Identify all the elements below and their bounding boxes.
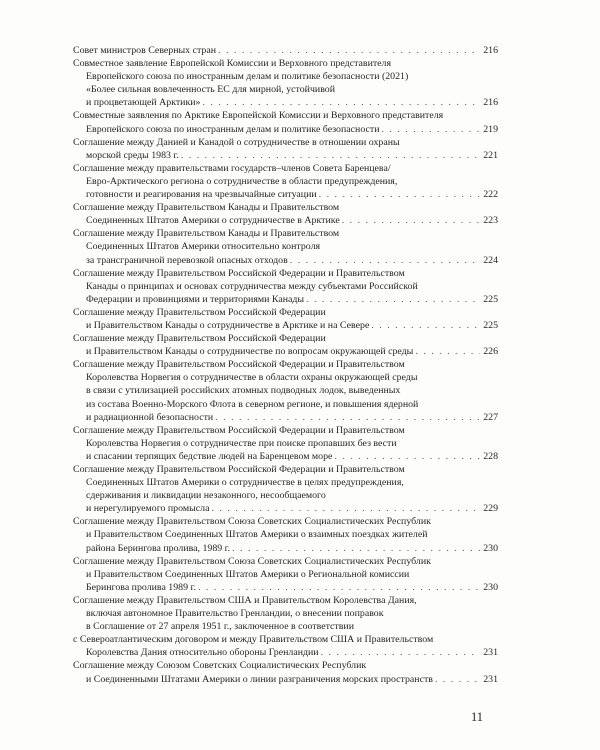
page-number: 11	[471, 710, 484, 724]
toc-entry-title-line: Берингова пролива 1989 г.	[86, 581, 196, 593]
toc-entry-title-line: с Североатлантическим договором и между Правительством США и Правительством	[73, 634, 434, 646]
toc-entry-page: 216	[483, 45, 498, 56]
toc-entry-title-line: «Более сильная вовлеченность ЕС для мирной, устойчивой	[86, 84, 336, 96]
toc-entry-last-line	[73, 646, 498, 659]
toc-entry-title-line: Европейского союза по иностранным делам и политике безопасности	[86, 123, 380, 135]
toc-entry[interactable]	[73, 332, 498, 358]
toc-entry-title-line: морской среды 1983 г.	[86, 149, 179, 161]
toc-entry-title-line: Совместное заявление Европейской Комиссии и Верховного представителя	[73, 58, 392, 70]
toc-entry-title-line: сдерживания и ликвидации незаконного, несообщаемого	[86, 490, 326, 502]
toc-entry[interactable]	[73, 358, 498, 423]
toc-entry-title-line: Соединенных Штатов Америки о сотрудничестве в целях предупреждения,	[86, 477, 404, 489]
toc-entry[interactable]	[73, 463, 498, 515]
toc-dot-leader	[216, 44, 480, 57]
toc-entry-page: 226	[483, 346, 498, 358]
toc-entry-last-line	[73, 214, 498, 227]
toc-entry-title-line: и Правительством Канады о сотрудничестве в Арктике и на Севере	[86, 319, 370, 331]
toc-entry-title-line: в связи с утилизацией российских атомных подводных лодок, выведенных	[86, 385, 401, 397]
toc-entry-page: 227	[483, 411, 498, 423]
toc-entry-title-line: Соглашение между Правительством Российской Федерации	[73, 333, 326, 345]
toc-entry-title-line: Соглашение между Правительством Российской Федерации	[73, 306, 326, 318]
toc-entry-last-line	[73, 188, 498, 201]
toc-entry-page: 216	[483, 97, 498, 109]
table-of-contents	[73, 44, 498, 686]
toc-entry-title-line: и нерегулируемого промысла	[86, 503, 210, 515]
toc-entry[interactable]	[73, 515, 498, 554]
toc-dot-leader	[288, 254, 480, 267]
toc-entry-title-line: Соглашение между Правительством Канады и Правительством	[73, 202, 340, 214]
toc-entry-title-line: и радиационной безопасности	[86, 411, 214, 423]
toc-entry-page: 222	[483, 189, 498, 201]
toc-dot-leader	[319, 646, 480, 659]
toc-entry-title-line: и Соединенными Штатами Америки о линии разграничения морских пространств	[86, 673, 433, 685]
toc-entry-last-line	[73, 581, 498, 594]
toc-dot-leader	[304, 293, 480, 306]
toc-entry[interactable]	[73, 306, 498, 332]
toc-entry[interactable]	[73, 424, 498, 463]
toc-entry-last-line	[73, 542, 498, 555]
toc-entry[interactable]	[73, 555, 498, 594]
toc-entry-last-line	[73, 293, 498, 306]
toc-entry-title-line: и Правительством Канады о сотрудничестве по вопросам окружающей среды	[86, 346, 414, 358]
toc-dot-leader	[413, 345, 480, 358]
toc-entry-page: 225	[483, 293, 498, 305]
toc-entry[interactable]	[73, 44, 498, 57]
toc-dot-leader	[230, 542, 480, 555]
toc-entry[interactable]	[73, 594, 498, 659]
toc-entry-title-line: Соглашение между Правительством Российской Федерации и Правительством	[73, 267, 405, 279]
toc-entry-title-line: Соглашение между Правительством Канады и Правительством	[73, 228, 340, 240]
toc-entry-page: 223	[483, 215, 498, 227]
toc-entry[interactable]	[73, 162, 498, 201]
toc-dot-leader	[213, 411, 480, 424]
toc-entry-last-line	[73, 149, 498, 162]
toc-entry-page: 228	[483, 450, 498, 462]
toc-entry-title-line: Соглашение между Правительством Союза Советских Социалистических Республик	[73, 555, 431, 567]
toc-dot-leader	[200, 96, 480, 109]
toc-entry[interactable]	[73, 227, 498, 266]
toc-dot-leader	[332, 450, 480, 463]
toc-entry-page: 230	[483, 581, 498, 593]
toc-entry-title-line: в Соглашение от 27 апреля 1951 г., заключенное в соответствии	[86, 621, 354, 633]
toc-entry-title-line: Соглашение между правительствами государств–членов Совета Баренцева/	[73, 162, 391, 174]
toc-entry-title-line: района Берингова пролива, 1989 г.	[86, 542, 231, 554]
toc-entry-title-line: Соединенных Штатов Америки относительно контроля	[86, 241, 321, 253]
toc-entry-title-line: и Правительством Соединенных Штатов Америки о взаимных поездках жителей	[86, 529, 428, 541]
toc-dot-leader	[369, 319, 480, 332]
toc-entry[interactable]	[73, 57, 498, 109]
toc-entry-last-line	[73, 44, 498, 57]
toc-entry-last-line	[73, 411, 498, 424]
toc-entry-title-line: готовности и реагирования на чрезвычайные ситуации	[86, 189, 317, 201]
toc-entry-page: 219	[483, 123, 498, 135]
toc-entry-title-line: из состава Военно-Морского Флота в северном регионе, и повышения ядерной	[86, 398, 419, 410]
toc-entry-title-line: Евро-Арктического региона о сотрудничестве в области предупреждения,	[86, 175, 398, 187]
toc-dot-leader	[196, 581, 480, 594]
toc-entry-last-line	[73, 254, 498, 267]
toc-dot-leader	[209, 502, 480, 515]
toc-entry[interactable]	[73, 267, 498, 306]
toc-entry-page: 231	[483, 673, 498, 685]
toc-entry[interactable]	[73, 109, 498, 135]
toc-entry-page: 224	[483, 254, 498, 266]
toc-entry-last-line	[73, 96, 498, 109]
toc-dot-leader	[379, 123, 480, 136]
toc-dot-leader	[340, 214, 480, 227]
toc-entry-title-line: и спасании терпящих бедствие людей на Баренцевом море	[86, 450, 333, 462]
toc-entry-title-line: Федерации и провинциями и территориями Канады	[86, 293, 305, 305]
toc-entry-last-line	[73, 319, 498, 332]
toc-entry[interactable]	[73, 201, 498, 227]
toc-entry[interactable]	[73, 136, 498, 162]
toc-entry-title-line: Королевства Норвегия о сотрудничестве в области охраны окружающей среды	[86, 372, 418, 384]
toc-entry-last-line	[73, 450, 498, 463]
toc-entry-title-line: Соглашение между Правительством Союза Советских Социалистических Республик	[73, 516, 431, 528]
toc-entry-title-line: и процветающей Арктики»	[86, 97, 201, 109]
toc-entry-page: 231	[483, 647, 498, 659]
toc-entry-title-line: Канады о принципах и основах сотрудничества между субъектами Российской	[86, 280, 418, 292]
toc-entry-title-line: Соглашение между Правительством Российской Федерации и Правительством	[73, 464, 405, 475]
toc-entry-title-line: Соглашение между Правительством Российской Федерации и Правительством	[73, 424, 405, 436]
toc-entry-title-line: Соглашение между Союзом Советских Социалистических Республик	[73, 660, 367, 672]
toc-entry-last-line	[73, 673, 498, 686]
toc-entry-page: 230	[483, 542, 498, 554]
toc-entry-title-line: за трансграничной перевозкой опасных отходов	[86, 254, 288, 266]
toc-entry[interactable]	[73, 659, 498, 685]
toc-entry-title-line: Совет министров Северных стран	[73, 45, 216, 56]
toc-entry-title-line: Соглашение между Правительством США и Правительством Королевства Дания,	[73, 594, 417, 606]
toc-entry-title-line: Соглашение между Данией и Канадой о сотрудничестве в отношении охраны	[73, 136, 400, 148]
toc-dot-leader	[179, 149, 480, 162]
toc-entry-last-line	[73, 345, 498, 358]
toc-entry-title-line: и Правительством Соединенных Штатов Америки о Региональной комиссии	[86, 568, 410, 580]
toc-entry-title-line: Соединенных Штатов Америки о сотрудничестве в Арктике	[86, 215, 340, 227]
toc-entry-last-line	[73, 502, 498, 515]
toc-entry-title-line: Совместные заявления по Арктике Европейской Комиссии и Верховного представителя	[73, 110, 444, 122]
toc-dot-leader	[317, 188, 480, 201]
toc-entry-last-line	[73, 123, 498, 136]
toc-entry-title-line: включая автономное Правительство Гренландии, о внесении поправок	[86, 608, 384, 620]
toc-entry-title-line: Королевства Дания относительно обороны Гренландии	[86, 647, 319, 659]
toc-entry-page: 229	[483, 503, 498, 515]
toc-entry-page: 225	[483, 319, 498, 331]
toc-entry-page: 221	[483, 149, 498, 161]
toc-entry-title-line: Соглашение между Правительством Российской Федерации и Правительством	[73, 359, 405, 371]
toc-dot-leader	[433, 673, 480, 686]
toc-entry-title-line: Королевства Норвегия о сотрудничестве при поиске пропавших без вести	[86, 437, 397, 449]
toc-entry-title-line: Европейского союза по иностранным делам и политике безопасности (2021)	[86, 71, 409, 83]
